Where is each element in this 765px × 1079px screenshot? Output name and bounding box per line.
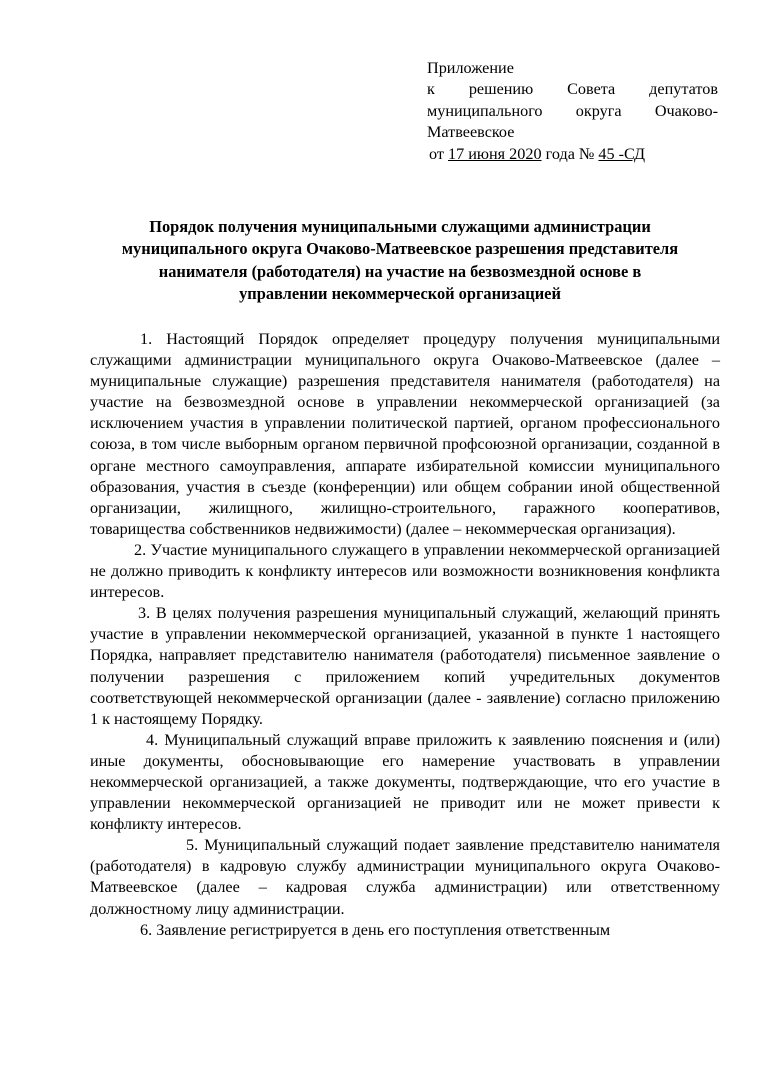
appendix-header [427, 58, 718, 165]
paragraph-3: 3. В целях получения разрешения муниципальный служащий, желающий принять участие в управлении некоммерческой организацией, указанной в пункте 1 настоящего Порядка, направляет представителю нанимателя (работодателя) письменное заявление о получении разрешения с приложением копий учредительных документов соответствующей некоммерческой организации (далее - заявление) согласно приложению 1 к настоящему Порядку. [90, 604, 720, 728]
date-prefix: от [429, 144, 449, 163]
paragraph-4: 4. Муниципальный служащий вправе приложить к заявлению пояснения и (или) иные документы, обосновывающие его намерение участвовать в управлении некоммерческой организацией, а также документы, подтверждающие, что его участие в управлении некоммерческой организацией не приводит или не может привести к конфликту интересов. [90, 730, 720, 834]
appendix-title: Приложение [427, 59, 514, 77]
title-line-1: Порядок получения муниципальными служащими администрации [149, 217, 651, 236]
date-mid: года № [541, 144, 599, 163]
paragraph-2: 2. Участие муниципального служащего в управлении некоммерческой организацией не должно приводить к конфликту интересов или возможности возникновения конфликта интересов. [90, 540, 720, 602]
document-title [80, 216, 720, 306]
paragraph-6: 6. Заявление регистрируется в день его поступления ответственным [140, 920, 611, 939]
appendix-date-line [427, 144, 718, 165]
title-line-2: муниципального округа Очаково-Матвеевское разрешения представителя [121, 239, 679, 259]
title-line-3: нанимателя (работодателя) на участие на безвозмездной основе в [158, 261, 642, 281]
title-line-4: управлении некоммерческой организацией [239, 284, 561, 304]
decision-date: 17 июня 2020 [448, 144, 542, 163]
paragraph-5: 5. Муниципальный служащий подает заявление представителю нанимателя (работодателя) в кадровую службу администрации муниципального округа Очаково-Матвеевское (далее – кадровая служба администрации) или ответственному должностному лицу администрации. [90, 836, 720, 918]
appendix-decision-ref: к решению Совета депутатов муниципального округа Очаково-Матвеевское [427, 80, 718, 142]
decision-number: 45 -СД [598, 144, 646, 163]
document-body [90, 329, 720, 941]
paragraph-1: 1. Настоящий Порядок определяет процедуру получения муниципальными служащими администрации муниципального округа Очаково-Матвеевское (далее – муниципальные служащие) разрешения представителя нанимателя (работодателя) на участие на безвозмездной основе в управлении некоммерческой организацией (за исключением участия в управлении политической партией, органом профессионального союза, в том числе выборным органом первичной профсоюзной организации, созданной в органе местного самоуправления, аппарате избирательной комиссии муниципального образования, участия в съезде (конференции) или общем собрании иной общественной организации, жилищного, жилищно-строительного, гаражного кооперативов, товарищества собственников недвижимости) (далее – некоммерческая организация). [90, 330, 720, 538]
